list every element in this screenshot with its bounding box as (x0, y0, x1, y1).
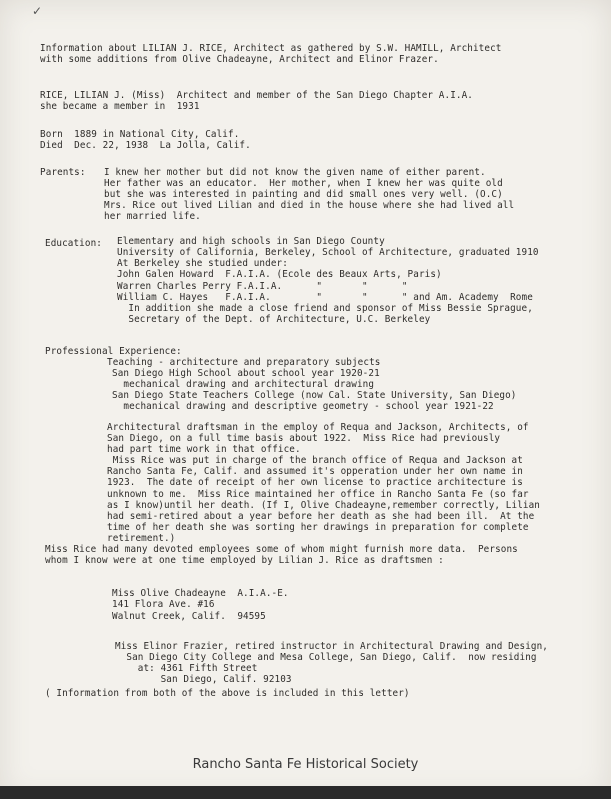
professional-line: San Diego State Teachers College (now Cal. State University, San Diego) (112, 390, 517, 401)
education-line: In addition she made a close friend and sponsor of Miss Bessie Sprague, (117, 303, 533, 314)
header-line-1: Information about LILIAN J. RICE, Architect as gathered by S.W. HAMILL, Architect (40, 43, 502, 54)
frazier-line: Miss Elinor Frazier, retired instructor in Architectural Drawing and Design, (115, 641, 548, 652)
professional-line: mechanical drawing and descriptive geometry - school year 1921-22 (112, 401, 494, 412)
narrative-line: Architectural draftsman in the employ of Requa and Jackson, Architects, of (107, 422, 529, 433)
education-line: University of California, Berkeley, School of Architecture, graduated 1910 (117, 247, 539, 258)
professional-line: mechanical drawing and architectural drawing (112, 379, 375, 390)
narrative-line: Rancho Santa Fe, Calif. and assumed it's opperation under her own name in (107, 466, 523, 477)
narrative-line: Miss Rice was put in charge of the branch office of Requa and Jackson at (107, 455, 523, 466)
education-line: Elementary and high schools in San Diego County (117, 236, 385, 247)
header-line-2: with some additions from Olive Chadeayne, Architect and Elinor Frazer. (40, 54, 439, 65)
parents-line: I knew her mother but did not know the given name of either parent. (104, 167, 486, 178)
education-line: At Berkeley she studied under: (117, 258, 288, 269)
chadeayne-line: Miss Olive Chadeayne A.I.A.-E. (112, 588, 289, 599)
professional-line: Teaching - architecture and preparatory subjects (107, 357, 381, 368)
education-line: John Galen Howard F.A.I.A. (Ecole des Beaux Arts, Paris) (117, 269, 442, 280)
narrative-line: had part time work in that office. (107, 444, 301, 455)
frazier-line: at: 4361 Fifth Street (115, 663, 258, 674)
born-line: Born 1889 in National City, Calif. (40, 129, 240, 140)
subject-line-1: RICE, LILIAN J. (Miss) Architect and member of the San Diego Chapter A.I.A. (40, 90, 473, 101)
education-line: William C. Hayes F.A.I.A. " " " and Am. Academy Rome (117, 292, 533, 303)
frazier-line: San Diego, Calif. 92103 (115, 674, 292, 685)
closing-note: ( Information from both of the above is included in this letter) (45, 688, 410, 699)
narrative-line: had semi-retired about a year before her death as she had been ill. At the (107, 511, 535, 522)
narrative-line: time of her death she was sorting her drawings in preparation for complete (107, 522, 529, 533)
footer-credit: Rancho Santa Fe Historical Society (192, 757, 419, 772)
parents-line: her married life. (104, 211, 201, 222)
died-line: Died Dec. 22, 1938 La Jolla, Calif. (40, 140, 251, 151)
narrative-line: unknown to me. Miss Rice maintained her office in Rancho Santa Fe (so far (107, 489, 529, 500)
professional-label: Professional Experience: (45, 346, 182, 357)
narrative-line: retirement.) (107, 533, 176, 544)
parents-line: Mrs. Rice out lived Lilian and died in the house where she had lived all (104, 200, 515, 211)
narrative-line: 1923. The date of receipt of her own license to practice architecture is (107, 477, 523, 488)
frazier-line: San Diego City College and Mesa College, San Diego, Calif. now residing (115, 652, 537, 663)
professional-line: San Diego High School about school year 1920-21 (112, 368, 380, 379)
chadeayne-line: Walnut Creek, Calif. 94595 (112, 611, 266, 622)
chadeayne-line: 141 Flora Ave. #16 (112, 599, 215, 610)
narrative-line: as I know)until her death. (If I, Olive Chadeayne,remember correctly, Lilian (107, 500, 540, 511)
education-label: Education: (45, 238, 102, 249)
narrative-line: San Diego, on a full time basis about 1922. Miss Rice had previously (107, 433, 501, 444)
parents-line: but she was interested in painting and did small ones very well. (O.C) (104, 189, 503, 200)
parents-line: Her father was an educator. Her mother, when I knew her was quite old (104, 178, 503, 189)
scan-edge (0, 786, 611, 799)
employees-line: Miss Rice had many devoted employees some of whom might furnish more data. Persons (45, 544, 518, 555)
check-mark-icon: ✓ (32, 4, 43, 18)
parents-label: Parents: (40, 167, 86, 178)
education-line: Secretary of the Dept. of Architecture, U.C. Berkeley (117, 314, 431, 325)
employees-line: whom I know were at one time employed by Lilian J. Rice as draftsmen : (45, 555, 444, 566)
education-line: Warren Charles Perry F.A.I.A. " " " (117, 281, 408, 292)
subject-line-2: she became a member in 1931 (40, 101, 200, 112)
